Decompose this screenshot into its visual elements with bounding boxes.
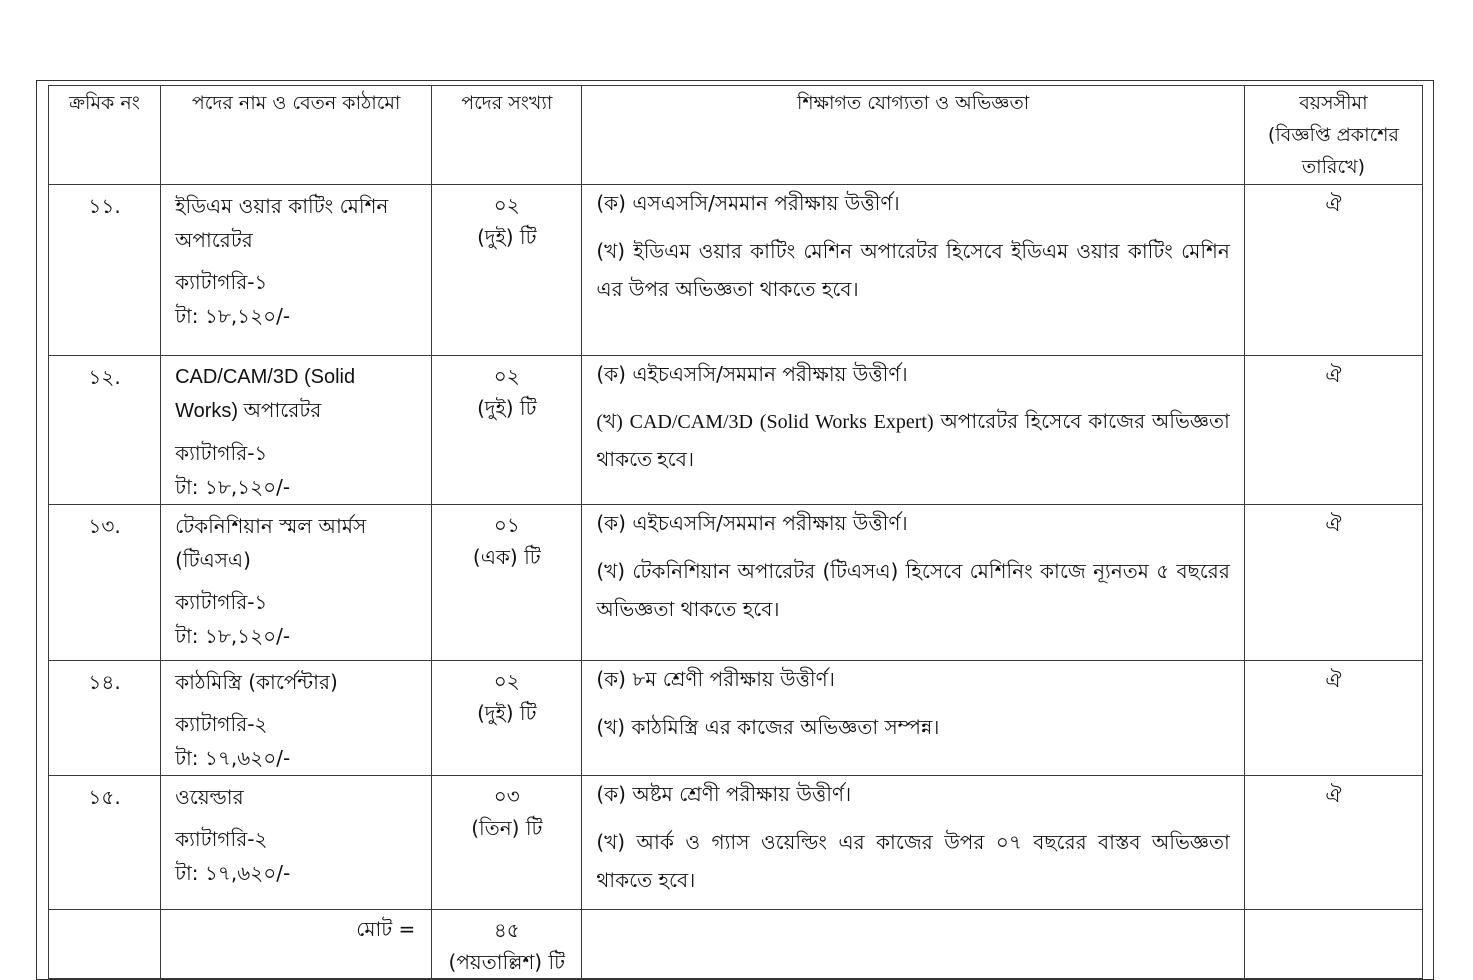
post-cell bbox=[161, 356, 432, 505]
post-category: ক্যাটাগরি-১ bbox=[175, 441, 268, 465]
qualification-a: (ক) এইচএসসি/সমমান পরীক্ষায় উত্তীর্ণ। bbox=[596, 511, 908, 535]
post-name: ওয়েল্ডার bbox=[175, 785, 244, 809]
count-number: ০২ bbox=[493, 669, 520, 693]
count-cell bbox=[432, 505, 582, 661]
post-name: কাঠমিস্ত্রি (কার্পেন্টার) bbox=[175, 670, 338, 694]
total-count-number: ৪৫ bbox=[493, 918, 520, 942]
qualification-cell bbox=[582, 661, 1244, 776]
serial-cell: ১৫. bbox=[49, 776, 161, 910]
post-pay: টা: ১৭,৬২০/- bbox=[175, 746, 291, 770]
qualification-b: (খ) আর্ক ও গ্যাস ওয়েল্ডিং এর কাজের উপর ০৭ বছরের বাস্তব অভিজ্ঞতা থাকতে হবে। bbox=[596, 830, 1230, 892]
header-age-line1: বয়সসীমা bbox=[1299, 92, 1368, 114]
post-category: ক্যাটাগরি-২ bbox=[175, 827, 268, 851]
header-serial: ক্রমিক নং bbox=[49, 86, 161, 185]
post-pay: টা: ১৭,৬২০/- bbox=[175, 861, 291, 885]
age-cell: ঐ bbox=[1244, 661, 1422, 776]
qualification-a: (ক) ৮ম শ্রেণী পরীক্ষায় উত্তীর্ণ। bbox=[596, 667, 835, 691]
age-cell: ঐ bbox=[1244, 776, 1422, 910]
serial-cell: ১৪. bbox=[49, 661, 161, 776]
age-cell: ঐ bbox=[1244, 356, 1422, 505]
count-words: (দুই) টি bbox=[477, 701, 537, 725]
table-row bbox=[49, 185, 1423, 356]
table-row bbox=[49, 661, 1423, 776]
qualification-cell bbox=[582, 505, 1244, 661]
total-count-words: (পয়তাল্লিশ) টি bbox=[448, 950, 566, 974]
post-pay: টা: ১৮,১২০/- bbox=[175, 624, 291, 648]
age-cell: ঐ bbox=[1244, 185, 1422, 356]
serial-cell: ১১. bbox=[49, 185, 161, 356]
total-row bbox=[49, 910, 1423, 979]
count-words: (এক) টি bbox=[472, 545, 541, 569]
post-category: ক্যাটাগরি-১ bbox=[175, 270, 268, 294]
table-row bbox=[49, 776, 1423, 910]
age-cell: ঐ bbox=[1244, 505, 1422, 661]
post-name: টেকনিশিয়ান স্মল আর্মস (টিএসএ) bbox=[175, 514, 367, 572]
recruitment-table bbox=[48, 85, 1423, 979]
header-qualification: শিক্ষাগত যোগ্যতা ও অভিজ্ঞতা bbox=[582, 86, 1244, 185]
post-pay: টা: ১৮,১২০/- bbox=[175, 475, 291, 499]
table-header-row bbox=[49, 86, 1423, 185]
count-number: ০১ bbox=[493, 513, 520, 537]
serial-cell: ১২. bbox=[49, 356, 161, 505]
count-cell bbox=[432, 661, 582, 776]
qualification-cell bbox=[582, 356, 1244, 505]
qualification-b: (খ) কাঠমিস্ত্রি এর কাজের অভিজ্ঞতা সম্পন্ন। bbox=[596, 715, 940, 739]
count-number: ০২ bbox=[493, 193, 520, 217]
serial-cell: ১৩. bbox=[49, 505, 161, 661]
qualification-b: (খ) ইডিএম ওয়ার কাটিং মেশিন অপারেটর হিসেবে ইডিএম ওয়ার কাটিং মেশিন এর উপর অভিজ্ঞতা থাকতে হবে। bbox=[596, 239, 1230, 301]
count-cell bbox=[432, 356, 582, 505]
count-number: ০৩ bbox=[493, 784, 520, 808]
header-age-line2: (বিজ্ঞপ্তি প্রকাশের bbox=[1267, 124, 1399, 146]
post-name: CAD/CAM/3D (Solid Works) অপারেটর bbox=[175, 366, 356, 422]
total-count-cell bbox=[432, 910, 582, 979]
qualification-a: (ক) এসএসসি/সমমান পরীক্ষায় উত্তীর্ণ। bbox=[596, 191, 900, 215]
count-words: (দুই) টি bbox=[477, 396, 537, 420]
total-empty-qualification bbox=[582, 910, 1244, 979]
post-category: ক্যাটাগরি-১ bbox=[175, 590, 268, 614]
qualification-b: (খ) CAD/CAM/3D (Solid Works Expert) অপারেটর হিসেবে কাজের অভিজ্ঞতা থাকতে হবে। bbox=[596, 411, 1230, 471]
header-age-limit bbox=[1244, 86, 1422, 185]
count-words: (দুই) টি bbox=[477, 225, 537, 249]
qualification-b: (খ) টেকনিশিয়ান অপারেটর (টিএসএ) হিসেবে মেশিনিং কাজে ন্যূনতম ৫ বছরের অভিজ্ঞতা থাকতে হবে। bbox=[596, 559, 1230, 621]
total-label: মোট = bbox=[161, 910, 432, 979]
post-cell bbox=[161, 661, 432, 776]
header-age-line3: তারিখে) bbox=[1301, 156, 1365, 178]
table-row bbox=[49, 356, 1423, 505]
post-name: ইডিএম ওয়ার কাটিং মেশিন অপারেটর bbox=[175, 194, 389, 252]
count-cell bbox=[432, 185, 582, 356]
count-words: (তিন) টি bbox=[471, 816, 543, 840]
post-cell bbox=[161, 505, 432, 661]
count-cell bbox=[432, 776, 582, 910]
total-empty-age bbox=[1244, 910, 1422, 979]
table-row bbox=[49, 505, 1423, 661]
header-count: পদের সংখ্যা bbox=[432, 86, 582, 185]
post-cell bbox=[161, 185, 432, 356]
count-number: ০২ bbox=[493, 364, 520, 388]
header-post: পদের নাম ও বেতন কাঠামো bbox=[161, 86, 432, 185]
post-pay: টা: ১৮,১২০/- bbox=[175, 304, 291, 328]
post-cell bbox=[161, 776, 432, 910]
qualification-cell bbox=[582, 185, 1244, 356]
total-empty-serial bbox=[49, 910, 161, 979]
qualification-a: (ক) অষ্টম শ্রেণী পরীক্ষায় উত্তীর্ণ। bbox=[596, 782, 852, 806]
post-category: ক্যাটাগরি-২ bbox=[175, 712, 268, 736]
qualification-cell bbox=[582, 776, 1244, 910]
qualification-a: (ক) এইচএসসি/সমমান পরীক্ষায় উত্তীর্ণ। bbox=[596, 362, 908, 386]
